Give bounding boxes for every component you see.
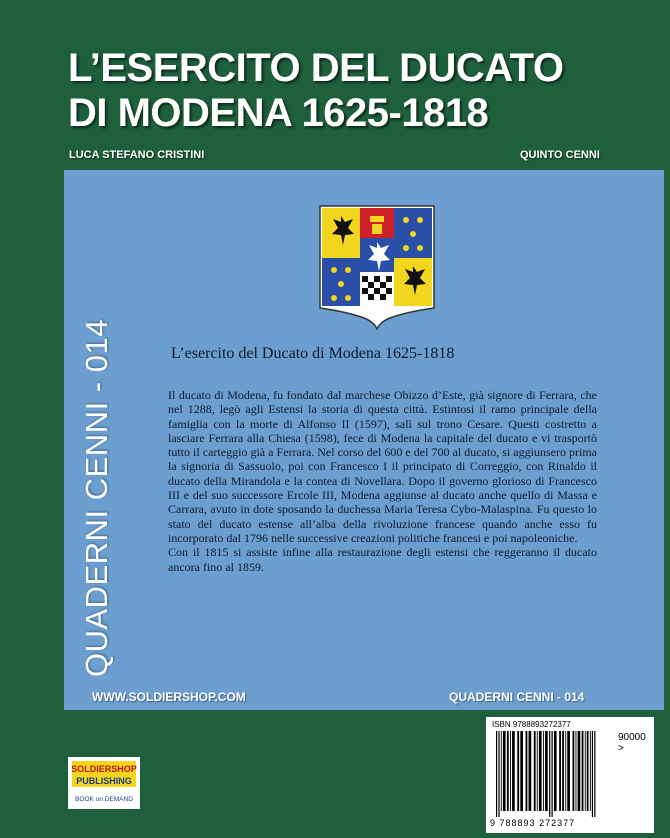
barcode-guard-bar xyxy=(498,731,499,817)
barcode-bar xyxy=(562,731,564,811)
barcode-bar xyxy=(517,731,519,811)
title-line-1: L’ESERCITO DEL DUCATO xyxy=(68,46,564,90)
ean-left-group: 788893 xyxy=(499,818,536,828)
barcode-bar xyxy=(529,731,532,811)
logo-line-2: PUBLISHING xyxy=(76,776,132,786)
coat-of-arms-icon xyxy=(318,204,436,330)
ean-right-group: 272377 xyxy=(539,818,576,828)
book-title xyxy=(68,46,658,136)
author-right: QUINTO CENNI xyxy=(520,149,600,161)
barcode-bar xyxy=(559,731,561,811)
barcode-guard-bar xyxy=(592,731,593,817)
barcode-bar xyxy=(503,731,506,811)
logo-line-1: SOLDIERSHOP xyxy=(71,764,137,774)
barcode-bar xyxy=(590,731,591,811)
book-subtitle: L’esercito del Ducato di Modena 1625-1818 xyxy=(171,345,455,362)
barcode-bar xyxy=(567,731,570,811)
barcode-bar xyxy=(501,731,502,811)
series-vertical-label: QUADERNI CENNI - 014 xyxy=(79,319,114,677)
barcode-box xyxy=(486,717,654,833)
title-line-2: DI MODENA 1625-1818 xyxy=(68,91,489,135)
series-footer-label: QUADERNI CENNI - 014 xyxy=(449,690,585,704)
synopsis-text xyxy=(168,388,597,574)
barcode-guard-bar xyxy=(552,731,553,817)
barcode-bar xyxy=(582,731,584,811)
barcode-bar xyxy=(537,731,538,811)
barcode-icon xyxy=(490,731,614,819)
synopsis-paragraph-2: Con il 1815 si assiste infine alla restaurazione degli estensi che reggeranno il ducato ancora fino al 1859. xyxy=(168,545,597,574)
barcode-guard-bar xyxy=(496,731,497,817)
barcode-guard-bar xyxy=(594,731,595,817)
price-code: 90000 > xyxy=(618,732,646,754)
barcode-bar xyxy=(539,731,542,811)
barcode-guard-bar xyxy=(549,731,550,817)
barcode-bar xyxy=(520,731,523,811)
website-link[interactable]: WWW.SOLDIERSHOP.COM xyxy=(92,690,246,704)
isbn-label: ISBN 9788893272377 xyxy=(492,720,571,729)
barcode-bar xyxy=(573,731,575,811)
author-left: LUCA STEFANO CRISTINI xyxy=(69,149,205,161)
barcode-bar xyxy=(587,731,589,811)
barcode-bar xyxy=(507,731,509,811)
barcode-bar xyxy=(554,731,557,811)
barcode-bar xyxy=(526,731,528,811)
ean-digits xyxy=(490,818,610,828)
barcode-bar xyxy=(565,731,566,811)
logo-line-3: BOOK on DEMAND xyxy=(75,796,133,803)
barcode-bar xyxy=(543,731,544,811)
ean-first-digit: 9 xyxy=(490,818,497,828)
barcode-bar xyxy=(512,731,515,811)
publisher-logo-icon xyxy=(68,757,140,809)
barcode-bar xyxy=(534,731,536,811)
synopsis-paragraph-1: Il ducato di Modena, fu fondato dal marchese Obizzo d’Este, già signore di Ferrara, che nel 1288, legò agli Estensi la storia di questa città. Estintosi il ramo principale della famiglia con la morte di Alfonso II (1597), salì sul trono Cesare. Questi costretto a lasciare Ferrara alla Chiesa (1598), fece di Modena la capitale del ducato e vi trasportò tutto il carteggio già a Ferrara. Nel corso del 600 e del 700 al ducato, si aggiunsero prima la signoria di Sassuolo, poi con Francesco I il principato di Correggio, con Rinaldo il ducato della Mirandola e la contea di Novellara. Dopo il governo glorioso di Francesco III e del suo successore Ercole III, Modena aggiunse al ducato anche quello di Massa e Carrara, avuto in dote sposando la duchessa Maria Teresa Cybo-Malaspina. Fu questo lo stato del ducato estense all’alba della rivoluzione francese quando anche esso fu incorporato dal 1796 nelle successive creazioni politiche francesi e poi napoleoniche. xyxy=(168,388,597,545)
barcode-bar xyxy=(585,731,586,811)
barcode-bar xyxy=(576,731,577,811)
barcode-bar xyxy=(578,731,581,811)
barcode-bar xyxy=(545,731,548,811)
barcode-bar xyxy=(510,731,511,811)
